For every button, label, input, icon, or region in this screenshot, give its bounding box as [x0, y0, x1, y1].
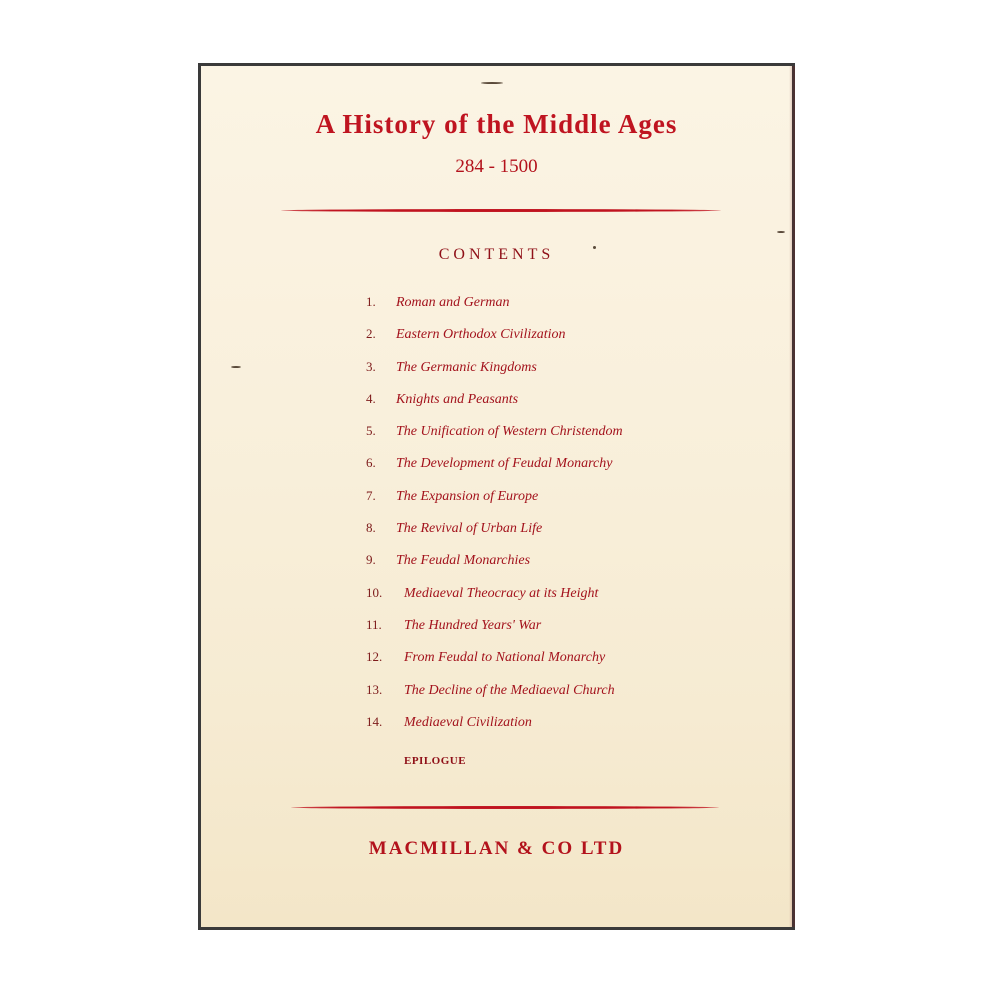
contents-heading: CONTENTS — [438, 246, 555, 263]
paper-speck — [481, 82, 503, 84]
chapter-title: The Revival of Urban Life — [396, 521, 543, 537]
paper-speck — [777, 231, 785, 233]
chapter-title: The Hundred Years' War — [404, 617, 542, 633]
chapter-number: 2. — [366, 326, 376, 342]
chapter-number: 10. — [366, 584, 383, 600]
chapter-number: 13. — [366, 681, 383, 697]
book-title: A History of the Middle Ages — [315, 109, 678, 139]
chapter-number: 14. — [366, 713, 383, 729]
chapter-title: The Decline of the Mediaeval Church — [404, 682, 615, 698]
contents-item — [366, 714, 726, 746]
contents-item — [366, 359, 726, 391]
chapter-title: The Unification of Western Christendom — [396, 424, 623, 440]
chapter-title: Roman and German — [396, 295, 510, 310]
book-dates: 284 - 1500 — [455, 156, 538, 177]
chapter-number: 12. — [366, 649, 383, 665]
chapter-number: 4. — [366, 390, 376, 406]
chapter-title: Mediaeval Theocracy at its Height — [404, 585, 599, 601]
chapter-number: 1. — [366, 294, 376, 309]
chapter-title: Knights and Peasants — [396, 391, 519, 407]
paper-speck — [593, 246, 596, 249]
paper-speck — [231, 366, 241, 368]
chapter-number: 6. — [366, 455, 376, 471]
contents-item — [366, 488, 726, 520]
contents-item — [366, 455, 726, 487]
chapter-number: 3. — [366, 358, 376, 374]
book-cover — [198, 63, 795, 930]
chapter-title: Eastern Orthodox Civilization — [396, 327, 566, 343]
contents-list — [366, 294, 726, 746]
chapter-number: 8. — [366, 520, 376, 536]
chapter-title: The Feudal Monarchies — [396, 553, 531, 569]
contents-item — [366, 294, 726, 326]
chapter-title: The Germanic Kingdoms — [396, 359, 537, 375]
contents-item — [366, 520, 726, 552]
chapter-number: 9. — [366, 552, 376, 568]
contents-item — [366, 682, 726, 714]
contents-item — [366, 326, 726, 358]
publisher-name: MACMILLAN & CO LTD — [368, 838, 625, 859]
contents-item — [366, 585, 726, 617]
contents-item — [366, 391, 726, 423]
chapter-number: 11. — [366, 616, 382, 632]
contents-item — [366, 423, 726, 455]
contents-item — [366, 617, 726, 649]
chapter-title: The Expansion of Europe — [396, 488, 539, 504]
bottom-divider — [291, 806, 719, 809]
epilogue-label: EPILOGUE — [404, 755, 467, 767]
chapter-number: 5. — [366, 423, 376, 439]
top-divider — [281, 209, 721, 212]
contents-item — [366, 552, 726, 584]
chapter-title: From Feudal to National Monarchy — [404, 650, 606, 666]
chapter-title: Mediaeval Civilization — [404, 714, 532, 730]
chapter-number: 7. — [366, 487, 376, 503]
contents-item — [366, 649, 726, 681]
chapter-title: The Development of Feudal Monarchy — [396, 456, 613, 472]
